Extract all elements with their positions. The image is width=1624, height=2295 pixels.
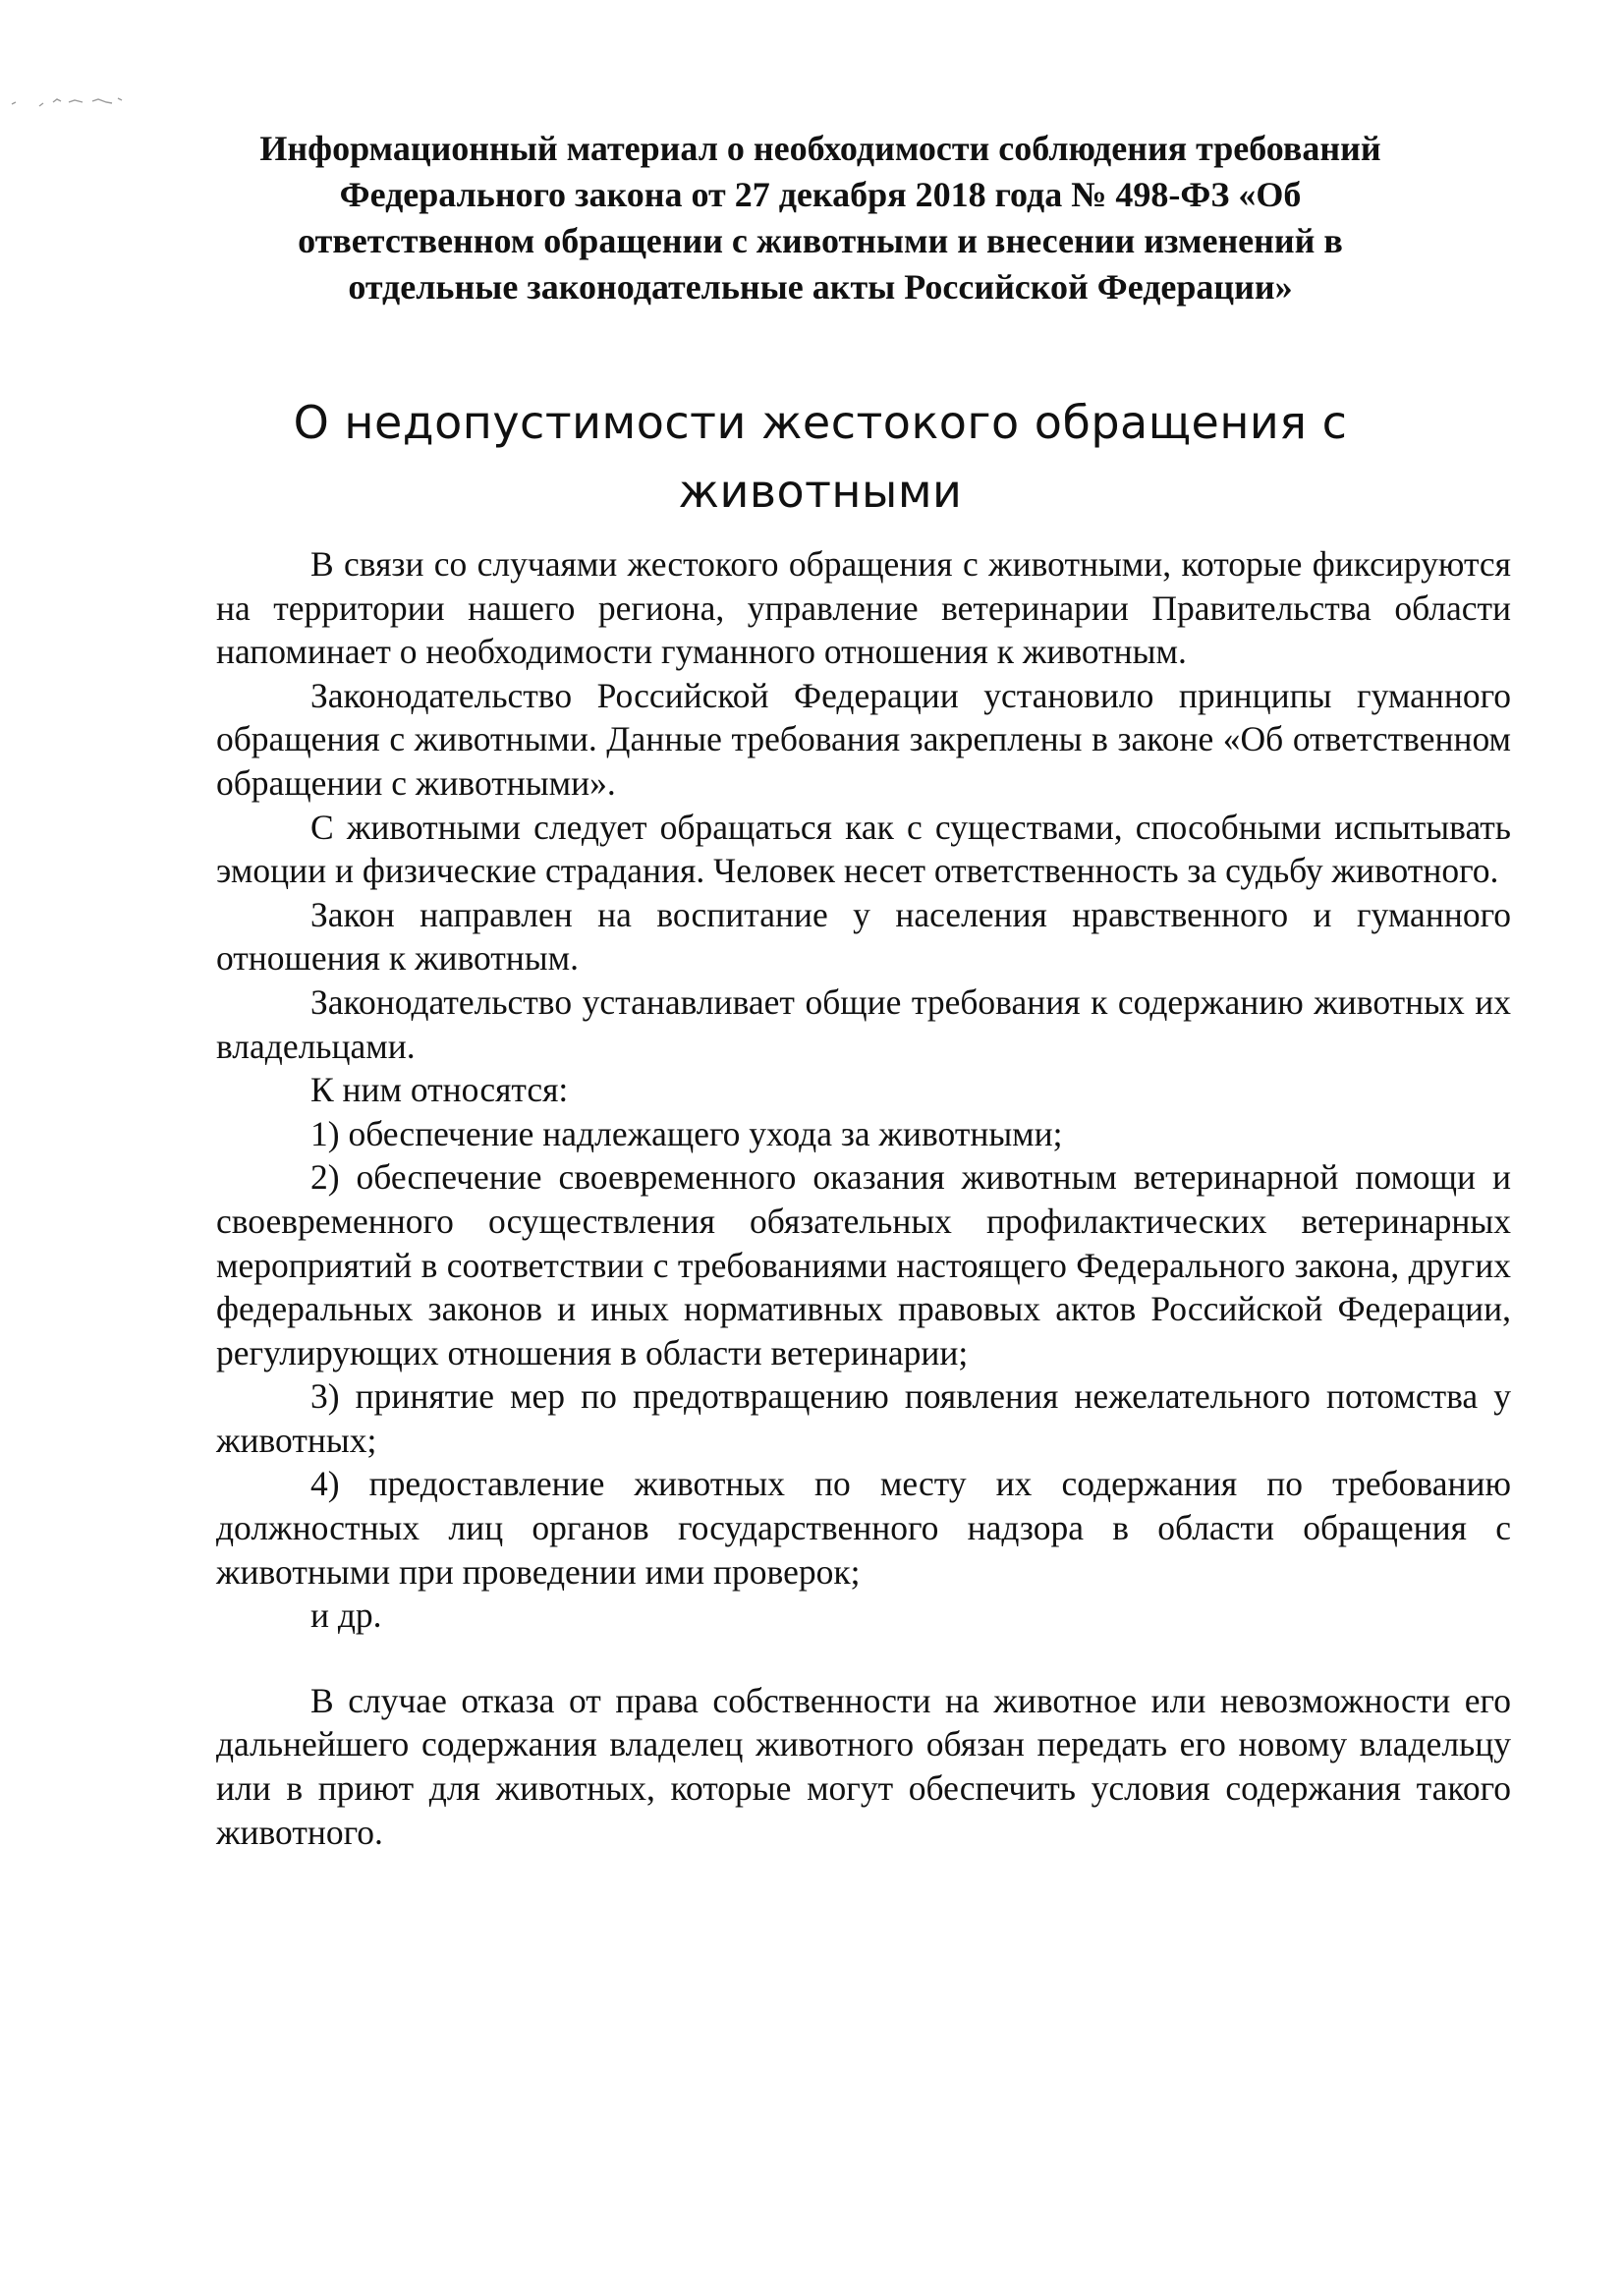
list-item-1: 1) обеспечение надлежащего ухода за животными; xyxy=(310,1113,1063,1153)
paragraph-legislation: Законодательство Российской Федерации установило принципы гуманного обращения с животными. Данные требования закреплены в законе «Об ответственном обращении с животными». xyxy=(216,675,1511,803)
header-line-2: Федерального закона от 27 декабря 2018 года № 498-ФЗ «Об xyxy=(339,175,1302,214)
paragraph-list-intro: К ним относятся: xyxy=(310,1070,569,1110)
header-line-1: Информационный материал о необходимости соблюдения требований xyxy=(259,129,1381,168)
document-header xyxy=(196,126,1444,310)
title-line-2: животными xyxy=(678,465,963,518)
list-item-2: 2) обеспечение своевременного оказания животным ветеринарной помощи и своевременного осуществления обязательных профилактических ветеринарных мероприятий в соответствии с требованиями настоящего Федерального закона, других федеральных законов и иных нормативных правовых актов Российской Федерации, регулирующих отношения в области ветеринарии; xyxy=(216,1157,1511,1372)
paragraph-requirements: Законодательство устанавливает общие требования к содержанию животных их владельцами. xyxy=(216,981,1511,1066)
scan-artifact-mark xyxy=(10,90,157,110)
paragraph-treatment: С животными следует обращаться как с существами, способными испытывать эмоции и физические страдания. Человек несет ответственность за судьбу животного. xyxy=(216,807,1511,891)
title-line-1: О недопустимости жестокого обращения с xyxy=(293,396,1348,449)
header-line-3: ответственном обращении с животными и внесении изменений в xyxy=(298,221,1343,260)
list-item-etc: и др. xyxy=(310,1595,382,1636)
paragraph-law-purpose: Закон направлен на воспитание у населения нравственного и гуманного отношения к животным. xyxy=(216,894,1511,979)
document-body xyxy=(216,542,1511,1854)
paragraph-ownership-refusal: В случае отказа от права собственности на животное или невозможности его дальнейшего содержания владелец животного обязан передать его новому владельцу или в приют для животных, которые могут обеспечить условия содержания такого животного. xyxy=(216,1680,1511,1852)
paragraph-intro: В связи со случаями жестокого обращения с животными, которые фиксируются на территории нашего региона, управление ветеринарии Правительства области напоминает о необходимости гуманного отношения к животным. xyxy=(216,544,1511,672)
list-item-4: 4) предоставление животных по месту их содержания по требованию должностных лиц органов государственного надзора в области обращения с животными при проведении ими проверок; xyxy=(216,1464,1511,1592)
document-title xyxy=(196,388,1444,526)
list-item-3: 3) принятие мер по предотвращению появления нежелательного потомства у животных; xyxy=(216,1376,1511,1460)
header-line-4: отдельные законодательные акты Российской Федерации» xyxy=(348,267,1293,307)
